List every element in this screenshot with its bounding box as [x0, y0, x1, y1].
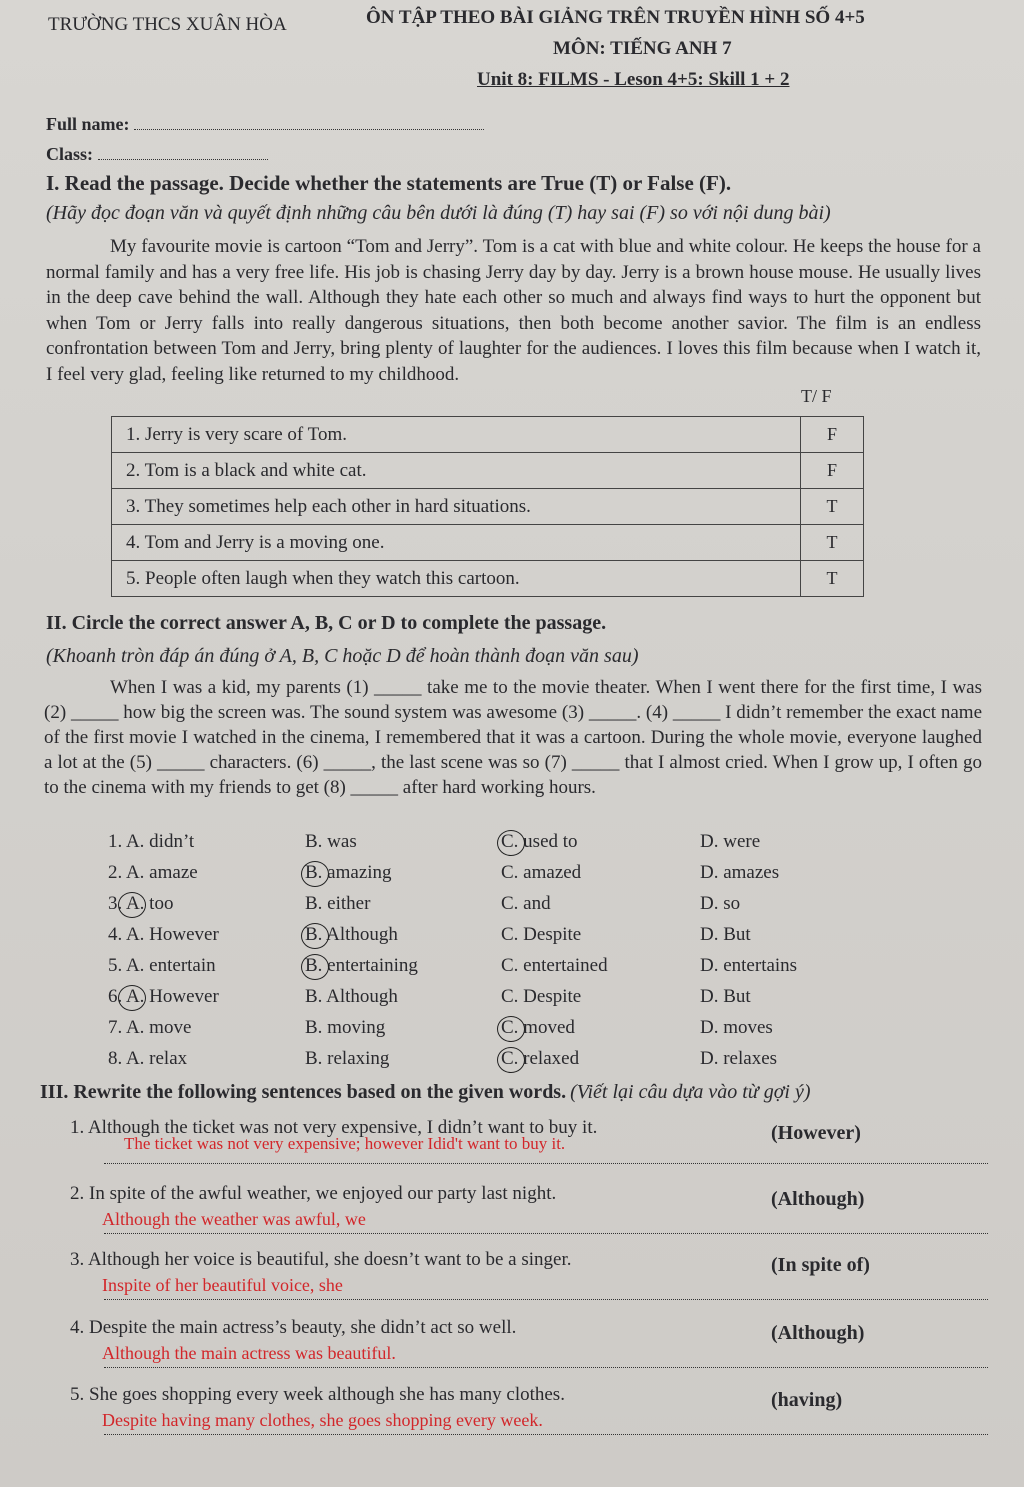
mcq-option-d[interactable]: D. But: [700, 986, 751, 1007]
section3-heading: III. Rewrite the following sentences based on the given words.: [40, 1081, 567, 1103]
rewrite-answer[interactable]: Although the main actress was beautiful.: [102, 1343, 396, 1363]
answer-circle-mark: [497, 1016, 525, 1042]
answer-circle-mark: [118, 985, 146, 1011]
mcq-option-b[interactable]: B. either: [305, 893, 371, 914]
mcq-option-c[interactable]: C. and: [501, 893, 551, 914]
rewrite-answer[interactable]: Inspite of her beautiful voice, she: [102, 1275, 343, 1295]
statement-answer[interactable]: T: [801, 525, 864, 561]
class-blank[interactable]: [98, 159, 268, 160]
unit-title: Unit 8: FILMS - Leson 4+5: Skill 1 + 2: [477, 69, 790, 90]
answer-circle-mark: [497, 830, 525, 856]
table-row: [112, 417, 864, 453]
full-name-label: Full name:: [46, 114, 130, 134]
mcq-option-a[interactable]: 8. A. relax: [108, 1048, 188, 1069]
rewrite-answer-line: [104, 1299, 988, 1300]
rewrite-answer[interactable]: Although the weather was awful, we: [102, 1209, 366, 1229]
mcq-option-d[interactable]: D. entertains: [700, 955, 798, 976]
rewrite-answer-line: [104, 1163, 988, 1164]
statement-text: 4. Tom and Jerry is a moving one.: [112, 525, 801, 561]
statement-text: 1. Jerry is very scare of Tom.: [112, 417, 801, 453]
rewrite-keyword: (In spite of): [771, 1254, 870, 1276]
mcq-option-a[interactable]: 5. A. entertain: [108, 955, 216, 976]
mcq-option-c[interactable]: C. Despite: [501, 986, 582, 1007]
rewrite-answer[interactable]: Despite having many clothes, she goes shopping every week.: [102, 1410, 543, 1430]
school-name: TRƯỜNG THCS XUÂN HÒA: [48, 14, 287, 35]
statement-text: 3. They sometimes help each other in hard situations.: [112, 489, 801, 525]
mcq-option-a[interactable]: 7. A. move: [108, 1017, 192, 1038]
section1-instruction: (Hãy đọc đoạn văn và quyết định những câu bên dưới là đúng (T) hay sai (F) so với nội dung bài): [46, 202, 831, 224]
mcq-option-c[interactable]: C. used to: [501, 831, 578, 852]
rewrite-question: 1. Although the ticket was not very expensive, I didn’t want to buy it.: [70, 1117, 598, 1138]
table-row: [112, 525, 864, 561]
answer-circle-mark: [497, 1047, 525, 1073]
worksheet-title: ÔN TẬP THEO BÀI GIẢNG TRÊN TRUYỀN HÌNH SỐ 4+5: [366, 7, 865, 28]
rewrite-question: 4. Despite the main actress’s beauty, she didn’t act so well.: [70, 1317, 517, 1338]
rewrite-question: 3. Although her voice is beautiful, she doesn’t want to be a singer.: [70, 1249, 572, 1270]
mcq-option-b[interactable]: B. moving: [305, 1017, 386, 1038]
mcq-option-d[interactable]: D. were: [700, 831, 761, 852]
mcq-option-c[interactable]: C. amazed: [501, 862, 582, 883]
rewrite-keyword: (having): [771, 1389, 843, 1411]
mcq-option-b[interactable]: B. relaxing: [305, 1048, 390, 1069]
mcq-option-b[interactable]: B. Although: [305, 986, 398, 1007]
mcq-option-c[interactable]: C. moved: [501, 1017, 575, 1038]
rewrite-answer-line: [104, 1367, 988, 1368]
section2-instruction: (Khoanh tròn đáp án đúng ở A, B, C hoặc D để hoàn thành đoạn văn sau): [46, 645, 639, 667]
full-name-blank[interactable]: [134, 129, 484, 130]
mcq-option-a[interactable]: 3. A. too: [108, 893, 174, 914]
rewrite-answer-line: [104, 1434, 988, 1435]
mcq-option-b[interactable]: B. was: [305, 831, 357, 852]
rewrite-keyword: (However): [771, 1122, 861, 1144]
statement-answer[interactable]: F: [801, 453, 864, 489]
subject-title: MÔN: TIẾNG ANH 7: [553, 38, 732, 59]
section2-passage: When I was a kid, my parents (1) _____ take me to the movie theater. When I went there for the first time, I was (2) _____ how big the screen was. The sound system was awesome (3) _____. (4) _____ I didn’t remember the exact name of the first movie I watched in the cinema, I remembered that it was a cartoon. During the whole movie, everyone laughed a lot at the (5) _____ characters. (6) _____, the last scene was so (7) _____ that I almost cried. When I grow up, I often go to the cinema with my friends to get (8) _____ after hard working hours.: [44, 677, 982, 798]
statement-text: 2. Tom is a black and white cat.: [112, 453, 801, 489]
rewrite-keyword: (Although): [771, 1188, 865, 1210]
mcq-option-d[interactable]: D. amazes: [700, 862, 780, 883]
rewrite-answer[interactable]: The ticket was not very expensive; however Idid't want to buy it.: [124, 1134, 566, 1153]
answer-circle-mark: [118, 892, 146, 918]
mcq-option-a[interactable]: 4. A. However: [108, 924, 219, 945]
section3-instruction: (Viết lại câu dựa vào từ gợi ý): [570, 1081, 811, 1103]
rewrite-keyword: (Although): [771, 1322, 865, 1344]
mcq-option-c[interactable]: C. relaxed: [501, 1048, 580, 1069]
answer-circle-mark: [301, 923, 329, 949]
mcq-option-b[interactable]: B. entertaining: [305, 955, 418, 976]
rewrite-question: 5. She goes shopping every week although she has many clothes.: [70, 1384, 565, 1405]
mcq-option-c[interactable]: C. Despite: [501, 924, 582, 945]
true-false-table: [111, 416, 864, 597]
full-name-field[interactable]: [46, 114, 484, 135]
section1-heading: I. Read the passage. Decide whether the statements are True (T) or False (F).: [46, 171, 732, 195]
mcq-option-c[interactable]: C. entertained: [501, 955, 608, 976]
table-row: [112, 561, 864, 597]
mcq-option-a[interactable]: 6. A. However: [108, 986, 219, 1007]
mcq-option-a[interactable]: 2. A. amaze: [108, 862, 198, 883]
class-label: Class:: [46, 144, 94, 164]
mcq-option-d[interactable]: D. moves: [700, 1017, 773, 1038]
mcq-option-b[interactable]: B. amazing: [305, 862, 392, 883]
mcq-option-d[interactable]: D. But: [700, 924, 751, 945]
section1-passage: My favourite movie is cartoon “Tom and Jerry”. Tom is a cat with blue and white colour. He keeps the house for a normal family and has a very free life. His job is chasing Jerry day by day. Jerry is a brown house mouse. He usually lives in the deep cave behind the wall. Although they hate each other so much and always find ways to hurt the opponent but when Tom or Jerry falls into really dangerous situations, then both become another savior. The film is an endless confrontation between Tom and Jerry, bring plenty of laughter for the audiences. I loves this film because when I watch it, I feel very glad, feeling like returned to my childhood.: [46, 236, 981, 385]
answer-circle-mark: [301, 861, 329, 887]
mcq-option-a[interactable]: 1. A. didn’t: [108, 831, 195, 852]
mcq-option-d[interactable]: D. so: [700, 893, 741, 914]
table-row: [112, 489, 864, 525]
statement-answer[interactable]: F: [801, 417, 864, 453]
mcq-option-d[interactable]: D. relaxes: [700, 1048, 778, 1069]
statement-text: 5. People often laugh when they watch this cartoon.: [112, 561, 801, 597]
table-row: [112, 453, 864, 489]
statement-answer[interactable]: T: [801, 561, 864, 597]
tf-column-label: T/ F: [801, 386, 832, 406]
answer-circle-mark: [301, 954, 329, 980]
rewrite-answer-line: [104, 1233, 988, 1234]
section2-heading: II. Circle the correct answer A, B, C or D to complete the passage.: [46, 612, 607, 634]
class-field[interactable]: [46, 144, 268, 165]
section3-heading-line: [40, 1081, 810, 1104]
mcq-option-b[interactable]: B. Although: [305, 924, 398, 945]
rewrite-question: 2. In spite of the awful weather, we enjoyed our party last night.: [70, 1183, 557, 1204]
statement-answer[interactable]: T: [801, 489, 864, 525]
